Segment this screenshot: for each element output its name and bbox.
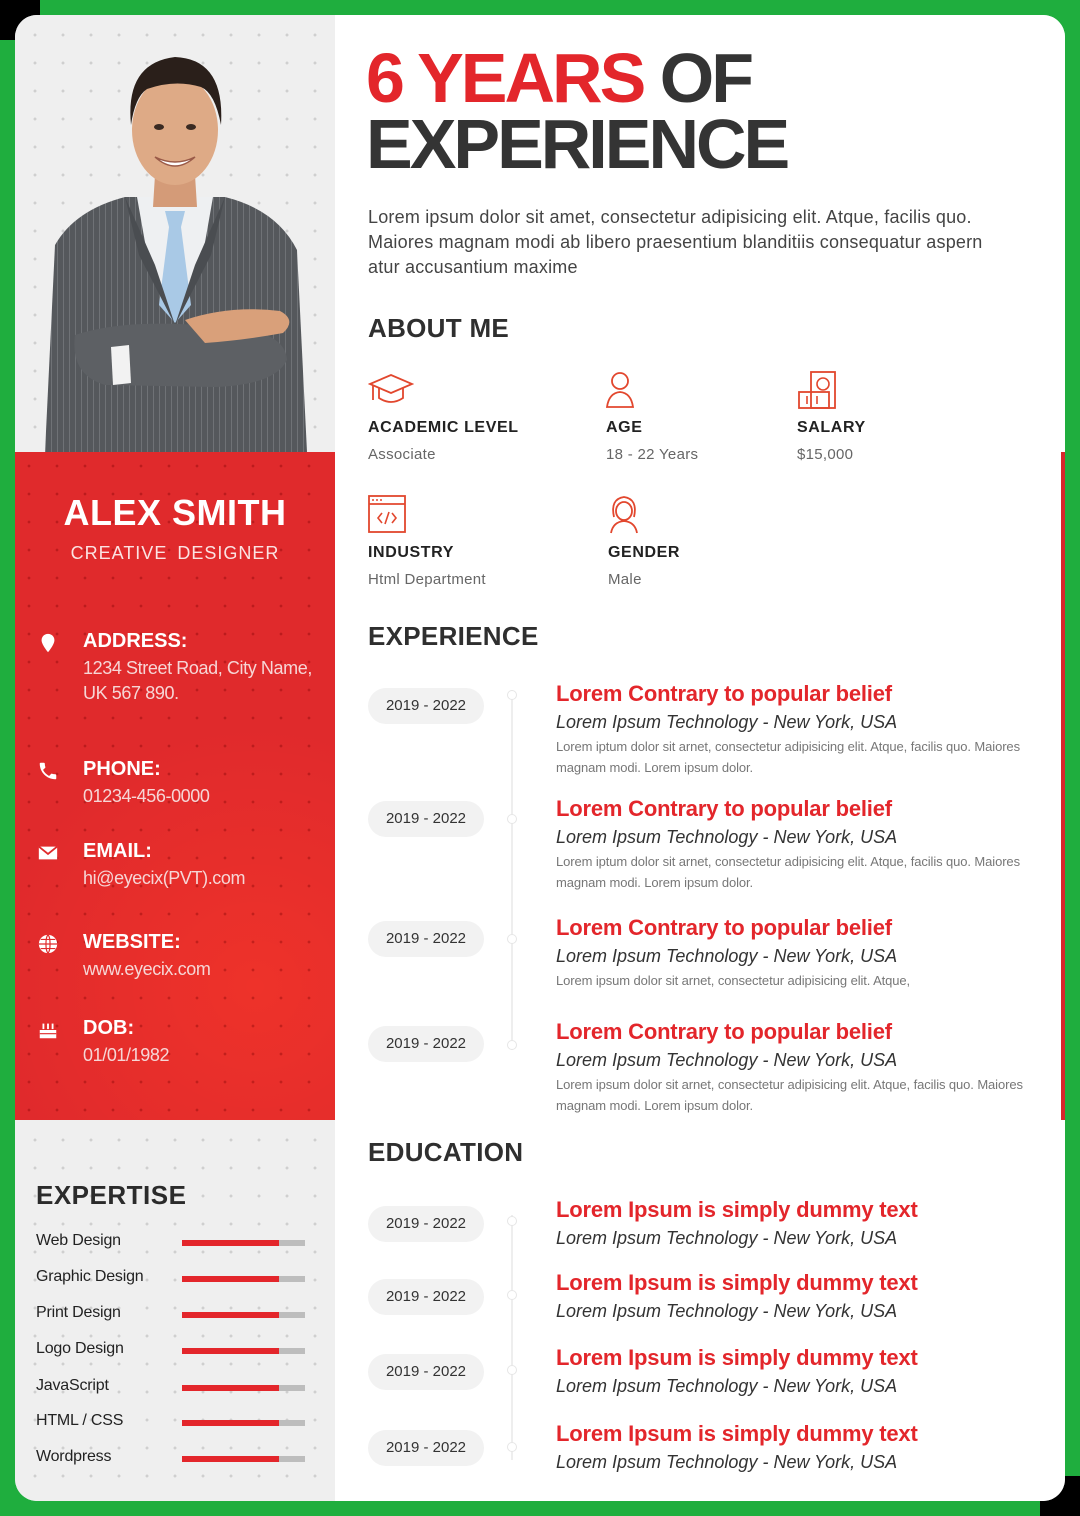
skill-bar-fill <box>182 1312 279 1318</box>
about-value: Male <box>608 571 642 588</box>
date-pill: 2019 - 2022 <box>368 801 484 837</box>
education-timeline <box>511 1215 513 1460</box>
entry-title: Lorem Contrary to popular belief <box>556 915 892 940</box>
date-pill: 2019 - 2022 <box>368 1206 484 1242</box>
person-female-icon <box>608 495 654 535</box>
entry-description: Lorem iptum dolor sit arnet, consectetur adipisicing elit. Atque, facilis quo. Maiores magnam modi. Lorem ipsum dolor. <box>556 739 1020 775</box>
about-title: ABOUT ME <box>368 313 510 343</box>
education-entry <box>556 1269 1026 1325</box>
main-content <box>335 15 1065 1501</box>
date-pill: 2019 - 2022 <box>368 921 484 957</box>
code-window-icon <box>368 495 414 535</box>
skill-bar-fill <box>182 1420 279 1426</box>
headline-highlight: 6 YEARS <box>366 39 644 117</box>
headline-line2: EXPERIENCE <box>366 105 788 183</box>
skill-bar <box>182 1420 305 1426</box>
experience-entry <box>556 795 1026 893</box>
about-label: INDUSTRY <box>368 544 454 561</box>
date-pill: 2019 - 2022 <box>368 1279 484 1315</box>
experience-entry <box>556 680 1026 778</box>
contact-label: EMAIL: <box>83 840 152 862</box>
about-label: ACADEMIC LEVEL <box>368 419 519 436</box>
about-label: GENDER <box>608 544 681 561</box>
timeline-dot <box>507 1442 517 1452</box>
contact-value: 01/01/1982 <box>83 1045 170 1065</box>
contact-label: WEBSITE: <box>83 931 181 953</box>
education-entry <box>556 1196 1026 1252</box>
skill-bar-fill <box>182 1348 279 1354</box>
about-value: $15,000 <box>797 446 854 463</box>
skill-name: Graphic Design <box>36 1268 144 1285</box>
timeline-dot <box>507 1365 517 1375</box>
timeline-dot <box>507 1040 517 1050</box>
education-title: EDUCATION <box>368 1137 524 1167</box>
entry-description: Lorem ipsum dolor sit arnet, consectetur adipisicing elit. Atque, facilis quo. Maiores magnam modi. Lorem ipsum dolor. <box>556 1077 1023 1113</box>
skill-name: Web Design <box>36 1232 121 1249</box>
skill-name: JavaScript <box>36 1377 109 1394</box>
about-label: SALARY <box>797 419 866 436</box>
skill-row <box>36 1412 316 1436</box>
entry-subtitle: Lorem Ipsum Technology - New York, USA <box>556 1452 898 1472</box>
intro-text: Lorem ipsum dolor sit amet, consectetur adipisicing elit. Atque, facilis quo. Maiores magnam modi ab libero praesentium blanditiis consequatur aspern atur accusantium maxime <box>368 207 983 277</box>
contact-label: ADDRESS: <box>83 630 188 652</box>
date-pill: 2019 - 2022 <box>368 1430 484 1466</box>
person-role: CREATIVE DESIGNER <box>70 543 280 563</box>
experience-entry <box>556 914 1026 991</box>
entry-title: Lorem Contrary to popular belief <box>556 1019 892 1044</box>
timeline-dot <box>507 690 517 700</box>
experience-timeline <box>511 690 513 1050</box>
resume-page <box>15 15 1065 1501</box>
entry-description: Lorem iptum dolor sit arnet, consectetur adipisicing elit. Atque, facilis quo. Maiores magnam modi. Lorem ipsum dolor. <box>556 854 1020 890</box>
contact-panel <box>15 452 335 1120</box>
skill-row <box>36 1377 316 1401</box>
education-entry <box>556 1344 1026 1400</box>
entry-subtitle: Lorem Ipsum Technology - New York, USA <box>556 827 898 847</box>
timeline-dot <box>507 934 517 944</box>
entry-subtitle: Lorem Ipsum Technology - New York, USA <box>556 1228 898 1248</box>
skill-bar-fill <box>182 1385 279 1391</box>
globe-icon <box>37 933 59 955</box>
entry-title: Lorem Ipsum is simply dummy text <box>556 1345 918 1370</box>
birthday-cake-icon <box>37 1019 59 1041</box>
entry-title: Lorem Ipsum is simply dummy text <box>556 1421 918 1446</box>
timeline-dot <box>507 1216 517 1226</box>
profile-photo <box>15 15 335 452</box>
map-pin-icon <box>37 632 59 654</box>
timeline-dot <box>507 814 517 824</box>
entry-subtitle: Lorem Ipsum Technology - New York, USA <box>556 712 898 732</box>
envelope-icon <box>37 842 59 864</box>
skill-bar <box>182 1348 305 1354</box>
education-entry <box>556 1420 1026 1476</box>
skill-bar <box>182 1312 305 1318</box>
entry-subtitle: Lorem Ipsum Technology - New York, USA <box>556 1301 898 1321</box>
user-icon <box>606 370 652 410</box>
skill-row <box>36 1232 316 1256</box>
expertise-title: EXPERTISE <box>36 1180 187 1210</box>
skill-bar <box>182 1456 305 1462</box>
skill-bar-fill <box>182 1456 279 1462</box>
person-photo-icon <box>15 15 335 452</box>
about-label: AGE <box>606 419 643 436</box>
skill-bar <box>182 1240 305 1246</box>
experience-title: EXPERIENCE <box>368 621 539 651</box>
skill-bar-fill <box>182 1276 279 1282</box>
entry-title: Lorem Ipsum is simply dummy text <box>556 1270 918 1295</box>
date-pill: 2019 - 2022 <box>368 1026 484 1062</box>
experience-entry <box>556 1018 1026 1116</box>
phone-icon <box>37 760 59 782</box>
contact-label: DOB: <box>83 1017 135 1039</box>
skill-row <box>36 1268 316 1292</box>
entry-title: Lorem Contrary to popular belief <box>556 796 892 821</box>
about-value: Html Department <box>368 571 486 588</box>
entry-subtitle: Lorem Ipsum Technology - New York, USA <box>556 1376 898 1396</box>
skill-name: Print Design <box>36 1304 121 1321</box>
skill-name: HTML / CSS <box>36 1412 124 1429</box>
contact-value: hi@eyecix(PVT).com <box>83 868 246 888</box>
entry-subtitle: Lorem Ipsum Technology - New York, USA <box>556 1050 898 1070</box>
entry-title: Lorem Ipsum is simply dummy text <box>556 1197 918 1222</box>
headline <box>366 39 788 183</box>
skill-bar <box>182 1276 305 1282</box>
contact-value: 01234-456-0000 <box>83 786 210 806</box>
skill-name: Wordpress <box>36 1448 112 1465</box>
skill-bar <box>182 1385 305 1391</box>
sidebar <box>15 15 335 1501</box>
skill-row <box>36 1448 316 1472</box>
date-pill: 2019 - 2022 <box>368 688 484 724</box>
person-name: ALEX SMITH <box>63 492 287 533</box>
headline-rest: OF <box>643 39 751 117</box>
entry-title: Lorem Contrary to popular belief <box>556 681 892 706</box>
date-pill: 2019 - 2022 <box>368 1354 484 1390</box>
skill-name: Logo Design <box>36 1340 124 1357</box>
money-icon <box>797 370 843 410</box>
entry-subtitle: Lorem Ipsum Technology - New York, USA <box>556 946 898 966</box>
skill-row <box>36 1340 316 1364</box>
about-value: Associate <box>368 446 436 463</box>
contact-value: www.eyecix.com <box>83 959 211 979</box>
timeline-dot <box>507 1290 517 1300</box>
entry-description: Lorem ipsum dolor sit arnet, consectetur adipisicing elit. Atque, <box>556 973 911 988</box>
skill-row <box>36 1304 316 1328</box>
skill-bar-fill <box>182 1240 279 1246</box>
graduation-cap-icon <box>368 370 414 410</box>
about-value: 18 - 22 Years <box>606 446 699 463</box>
contact-value: 1234 Street Road, City Name, UK 567 890. <box>83 658 312 703</box>
accent-edge <box>1061 452 1065 1120</box>
expertise-section <box>15 1120 335 1501</box>
contact-label: PHONE: <box>83 758 161 780</box>
